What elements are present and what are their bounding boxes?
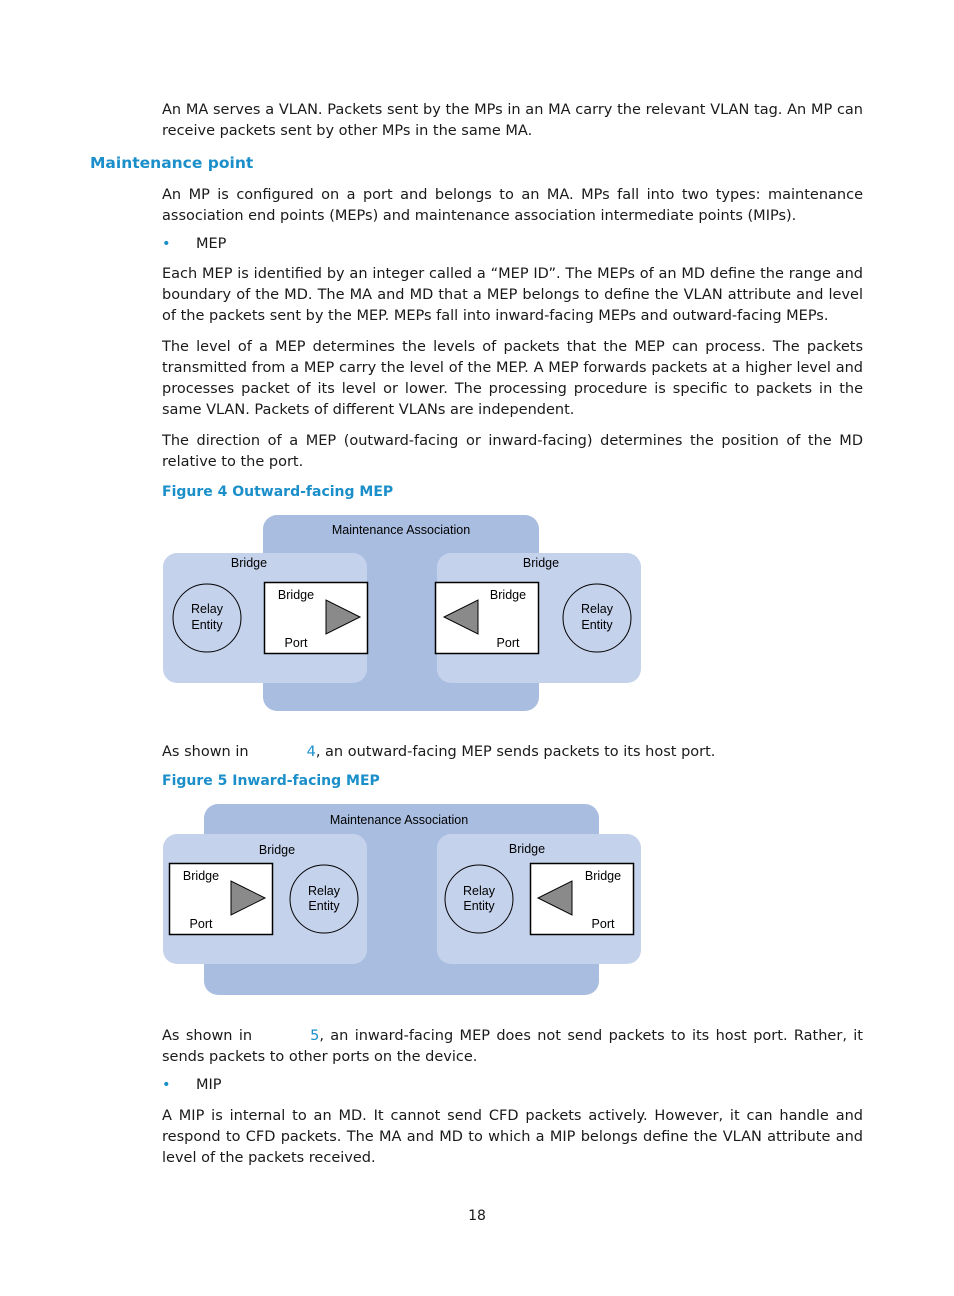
mp-paragraph: An MP is configured on a port and belongs to an MA. MPs fall into two types: maintenance association end points (MEPs) and maintenance association intermediate points (MIPs). xyxy=(162,187,863,224)
bridge-right-label: Bridge xyxy=(522,556,560,570)
bullet-mip xyxy=(162,1075,222,1096)
intro-paragraph: An MA serves a VLAN. Packets sent by the MPs in an MA carry the relevant VLAN tag. An MP can receive packets sent by other MPs in the same MA. xyxy=(162,102,863,139)
bullet-icon: • xyxy=(162,1077,171,1093)
mep-paragraph-1: Each MEP is identified by an integer called a “MEP ID”. The MEPs of an MD define the range and boundary of the MD. The MA and MD that a MEP belongs to define the VLAN attribute and level of the packets sent by the MEP. MEPs fall into inward-facing MEPs and outward-facing MEPs. xyxy=(162,266,863,324)
port-left-bridge-label: Bridge xyxy=(277,588,315,602)
fig5-text-before: As shown in xyxy=(162,1028,253,1044)
fig5-text-after: , an inward-facing MEP does not send packets to its host port. Rather, it sends packets to other ports on the device. xyxy=(162,1028,863,1065)
relay-left-line2: Entity xyxy=(191,618,223,632)
relay-right-line2: Entity xyxy=(463,899,495,913)
port-right-bridge-label: Bridge xyxy=(489,588,527,602)
fig4-text-after: , an outward-facing MEP sends packets to its host port. xyxy=(315,744,716,760)
port-left-bridge-label: Bridge xyxy=(182,869,220,883)
mep-paragraph-2: The level of a MEP determines the levels of packets that the MEP can process. The packets transmitted from a MEP carry the level of the MEP. A MEP forwards packets at a higher level and processes packet of its level or lower. The processing procedure is specific to packets in the same VLAN. Packets of different VLANs are independent. xyxy=(162,339,863,418)
figure4-description xyxy=(162,742,863,763)
mip-paragraph: A MIP is internal to an MD. It cannot send CFD packets actively. However, it can handle and respond to CFD packets. The MA and MD to which a MIP belongs define the VLAN attribute and level of the packets received. xyxy=(162,1108,863,1166)
bridge-left-label: Bridge xyxy=(258,843,296,857)
figure4-link[interactable]: 4 xyxy=(306,744,316,760)
bridge-right-label: Bridge xyxy=(508,842,546,856)
mep-paragraph-3: The direction of a MEP (outward-facing or inward-facing) determines the position of the MD relative to the port. xyxy=(162,433,863,470)
relay-left-line2: Entity xyxy=(308,899,340,913)
port-left-port-label: Port xyxy=(189,917,213,931)
relay-right-line1: Relay xyxy=(581,602,613,616)
bullet-icon: • xyxy=(162,236,171,252)
ma-label: Maintenance Association xyxy=(329,813,469,827)
relay-left-line1: Relay xyxy=(308,884,340,898)
fig4-text-before: As shown in xyxy=(162,744,249,760)
figure5-description xyxy=(162,1026,863,1068)
port-right-port-label: Port xyxy=(496,636,520,650)
relay-left-line1: Relay xyxy=(191,602,223,616)
port-right-bridge-label: Bridge xyxy=(584,869,622,883)
figure4-diagram xyxy=(160,512,644,714)
figure5-diagram xyxy=(160,802,644,998)
relay-right-line1: Relay xyxy=(463,884,495,898)
port-left-port-label: Port xyxy=(284,636,308,650)
figure5-link[interactable]: 5 xyxy=(310,1028,320,1044)
figure4-caption: Figure 4 Outward-facing MEP xyxy=(162,484,394,500)
ma-label: Maintenance Association xyxy=(331,523,471,537)
page-number: 18 xyxy=(468,1208,486,1224)
figure5-caption: Figure 5 Inward-facing MEP xyxy=(162,773,380,789)
bridge-left-label: Bridge xyxy=(230,556,268,570)
section-heading: Maintenance point xyxy=(90,154,254,172)
bullet-mip-label: MIP xyxy=(196,1077,222,1093)
bullet-mep xyxy=(162,234,226,255)
relay-right-line2: Entity xyxy=(581,618,613,632)
bullet-mep-label: MEP xyxy=(196,236,227,252)
port-right-port-label: Port xyxy=(591,917,615,931)
